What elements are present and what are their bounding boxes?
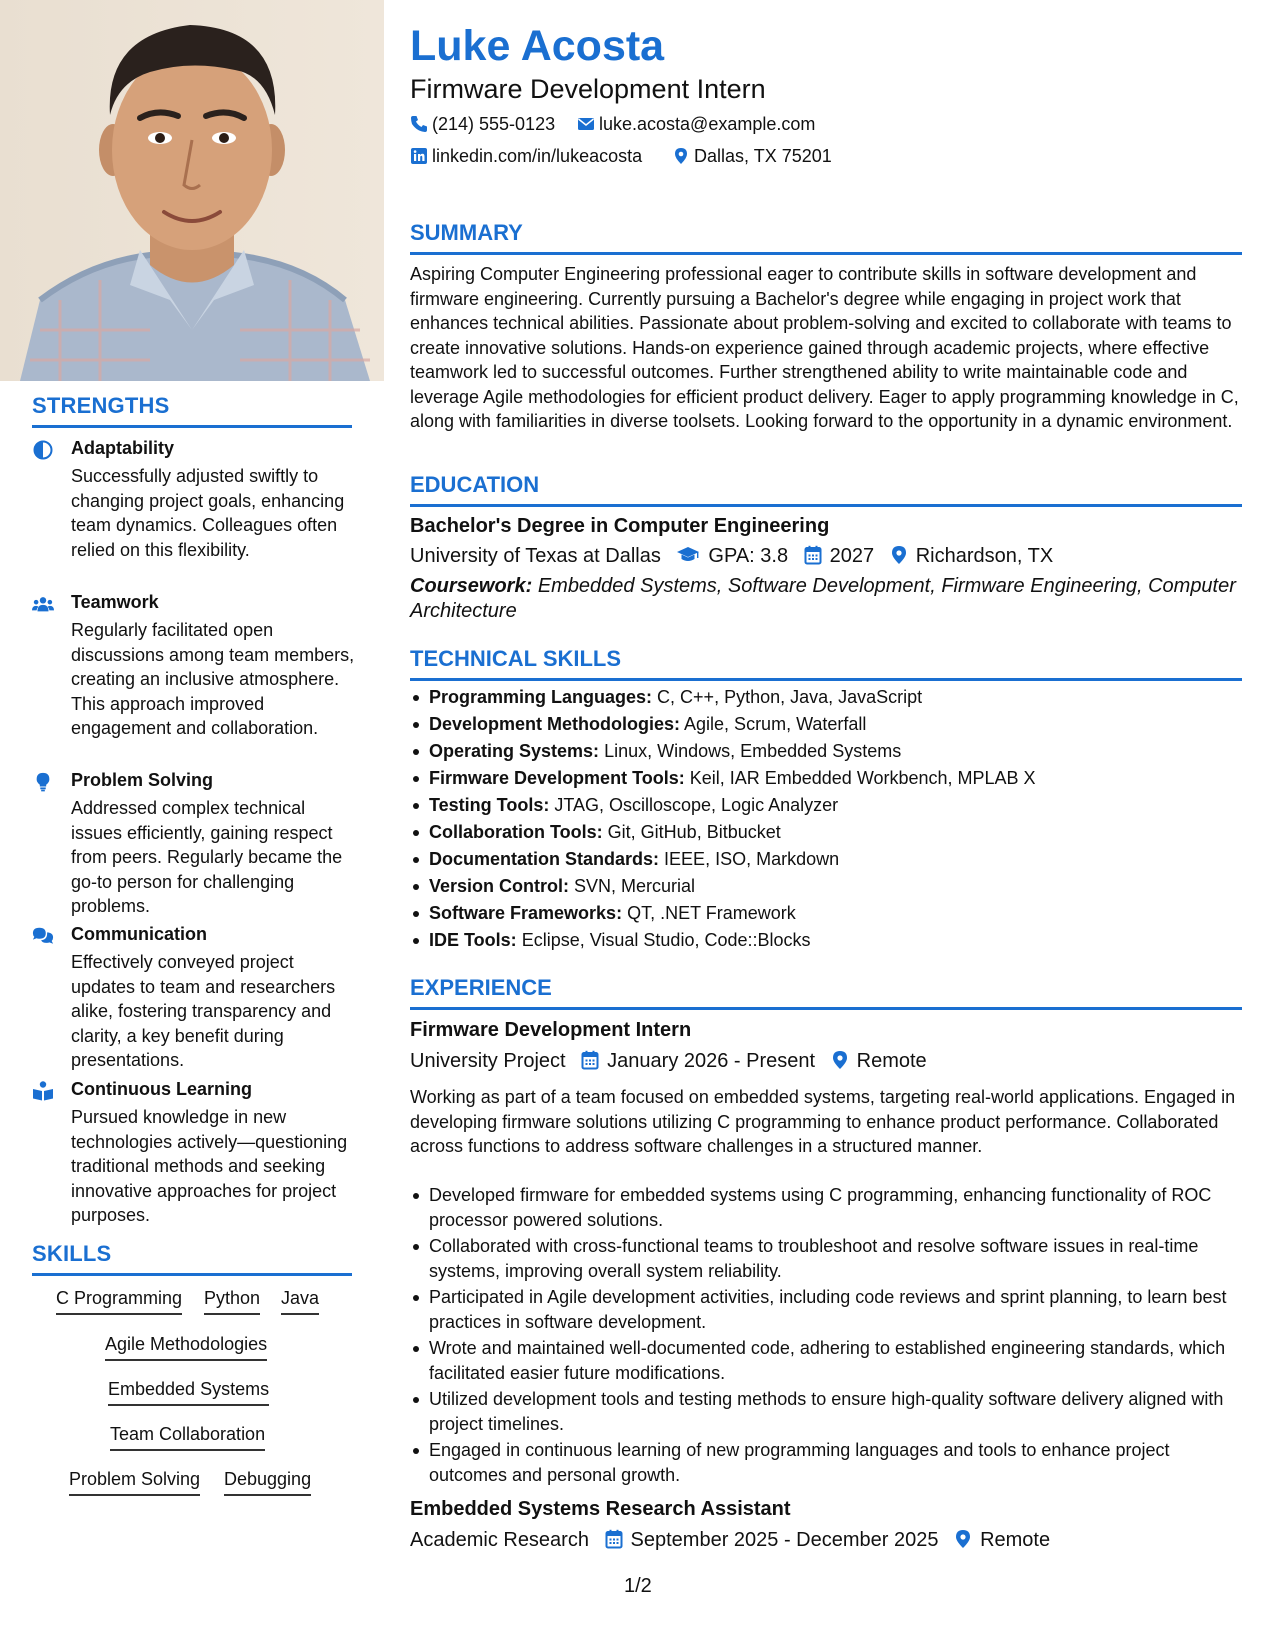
job-organization: Academic Research: [410, 1529, 589, 1551]
strength-description: Addressed complex technical issues efficiently, gaining respect from peers. Regularly became the go-to person for challenging problems.: [71, 798, 343, 916]
list-item: Engaged in continuous learning of new programming languages and tools to enhance project outcomes and personal growth.: [410, 1438, 1242, 1487]
strength-description: Regularly facilitated open discussions among team members, creating an inclusive atmosphere. This approach improved engagement and collaboration.: [71, 620, 355, 738]
coursework-list: Embedded Systems, Software Development, Firmware Engineering, Computer Architecture: [410, 575, 1236, 622]
job-dates: September 2025 - December 2025: [630, 1529, 939, 1551]
job-dates: January 2026 - Present: [607, 1050, 816, 1072]
strengths-heading: STRENGTHS: [32, 393, 352, 428]
job-location: Remote: [856, 1050, 927, 1072]
graduation-year: 2027: [829, 545, 875, 567]
strength-item: [32, 438, 362, 578]
candidate-name: Luke Acosta: [410, 22, 665, 70]
phone-icon: [410, 115, 428, 133]
job-organization: University Project: [410, 1050, 566, 1072]
list-item: [410, 793, 1242, 820]
skill-tag: Embedded Systems: [108, 1379, 269, 1406]
strength-item: [32, 770, 362, 916]
job-title: Embedded Systems Research Assistant: [410, 1498, 791, 1520]
phone-text: (214) 555-0123: [432, 114, 556, 134]
summary-heading: SUMMARY: [410, 220, 1242, 255]
skill-tag: Java: [281, 1288, 319, 1315]
strength-item: [32, 924, 362, 1070]
skill-category: Operating Systems:: [429, 741, 600, 761]
skill-tag: Problem Solving: [69, 1469, 200, 1496]
skill-tag: Team Collaboration: [110, 1424, 265, 1451]
skill-tag: Agile Methodologies: [105, 1334, 267, 1361]
skill-values: SVN, Mercurial: [574, 876, 696, 896]
email-contact[interactable]: [577, 114, 815, 135]
skill-category: Firmware Development Tools:: [429, 768, 685, 788]
job-summary: Working as part of a team focused on embedded systems, targeting real-world applications. Engaged in developing firmware solutions utilizing C programming to enhance product performance. Collaborated across functions to address software challenges in a structured manner.: [410, 1087, 1236, 1156]
job-bullets: [410, 1183, 1242, 1489]
coursework: [410, 574, 1242, 623]
strength-name: Continuous Learning: [71, 1079, 252, 1099]
list-item: Utilized development tools and testing methods to ensure high-quality software delivery aligned with project timelines.: [410, 1387, 1242, 1436]
skill-category: Software Frameworks:: [429, 903, 623, 923]
skill-category: Development Methodologies:: [429, 714, 681, 734]
skill-category: Programming Languages:: [429, 687, 653, 707]
degree-title: Bachelor's Degree in Computer Engineering: [410, 515, 830, 537]
chat-icon: [32, 926, 54, 946]
experience-heading: EXPERIENCE: [410, 975, 1242, 1010]
list-item: [410, 901, 1242, 928]
strength-name: Communication: [71, 924, 208, 944]
list-item: Wrote and maintained well-documented code, adhering to established engineering standards, which facilitated easier future modifications.: [410, 1336, 1242, 1385]
users-icon: [32, 594, 54, 614]
school-location: Richardson, TX: [915, 545, 1054, 567]
map-pin-icon: [954, 1529, 972, 1549]
strength-name: Adaptability: [71, 438, 175, 458]
envelope-icon: [577, 115, 595, 133]
left-column: [0, 0, 384, 1650]
linkedin-text: linkedin.com/in/lukeacosta: [432, 146, 643, 166]
calendar-icon: [804, 545, 822, 565]
skill-category: Documentation Standards:: [429, 849, 660, 869]
linkedin-contact[interactable]: [410, 146, 642, 167]
summary-text: Aspiring Computer Engineering professional eager to contribute skills in software development and firmware engineering. Currently pursuing a Bachelor's degree while engaging in project work that enhances technical abilities. Passionate about problem-solving and excited to collaborate with teams to create innovative solutions. Hands-on experience gained through academic projects, where effective teamwork led to successful outcomes. Further strengthened ability to write maintainable code and leverage Agile methodologies for efficient product delivery. Eager to apply programming knowledge in C, along with familiarities in diverse toolsets. Looking forward to the opportunity in a dynamic environment.: [410, 264, 1239, 431]
skill-values: Eclipse, Visual Studio, Code::Blocks: [521, 930, 811, 950]
skill-values: Keil, IAR Embedded Workbench, MPLAB X: [689, 768, 1036, 788]
list-item: Collaborated with cross-functional teams to troubleshoot and resolve software issues in real-time systems, improving overall system reliability.: [410, 1234, 1242, 1283]
list-item: Participated in Agile development activities, including code reviews and sprint planning, to learn best practices in software development.: [410, 1285, 1242, 1334]
location-text: Dallas, TX 75201: [694, 146, 832, 166]
map-pin-icon: [672, 147, 690, 165]
skill-category: Testing Tools:: [429, 795, 550, 815]
skill-category: Collaboration Tools:: [429, 822, 603, 842]
skill-tag: C Programming: [56, 1288, 182, 1315]
school-name: University of Texas at Dallas: [410, 545, 661, 567]
job-meta: [410, 1529, 1050, 1552]
list-item: [410, 739, 1242, 766]
list-item: [410, 874, 1242, 901]
map-pin-icon: [890, 545, 908, 565]
skill-values: QT, .NET Framework: [627, 903, 796, 923]
email-text: luke.acosta@example.com: [599, 114, 816, 134]
strength-name: Problem Solving: [71, 770, 214, 790]
skill-values: Agile, Scrum, Waterfall: [684, 714, 867, 734]
skill-values: JTAG, Oscilloscope, Logic Analyzer: [554, 795, 839, 815]
job-title: Firmware Development Intern: [410, 1019, 692, 1041]
list-item: [410, 820, 1242, 847]
list-item: [410, 847, 1242, 874]
strength-description: Successfully adjusted swiftly to changing project goals, enhancing team dynamics. Colleagues often relied on this flexibility.: [71, 466, 345, 560]
lightbulb-icon: [32, 772, 54, 792]
list-item: [410, 928, 1242, 955]
coursework-label: Coursework:: [410, 575, 533, 597]
strength-description: Effectively conveyed project updates to team and researchers alike, fostering transparency and clarity, a key benefit during presentations.: [71, 952, 336, 1070]
skills-heading: SKILLS: [32, 1241, 352, 1276]
education-heading: EDUCATION: [410, 472, 1242, 507]
map-pin-icon: [831, 1050, 849, 1070]
skill-values: C, C++, Python, Java, JavaScript: [657, 687, 923, 707]
profile-photo: [0, 0, 384, 381]
calendar-icon: [581, 1050, 599, 1070]
skill-values: Linux, Windows, Embedded Systems: [604, 741, 902, 761]
skill-tag: Python: [204, 1288, 260, 1315]
book-reader-icon: [32, 1081, 54, 1101]
candidate-title: Firmware Development Intern: [410, 74, 766, 104]
skill-values: IEEE, ISO, Markdown: [664, 849, 840, 869]
gpa-text: GPA: 3.8: [708, 545, 789, 567]
technical-skills-heading: TECHNICAL SKILLS: [410, 646, 1242, 681]
job-location: Remote: [980, 1529, 1051, 1551]
skill-category: Version Control:: [429, 876, 570, 896]
strength-name: Teamwork: [71, 592, 159, 612]
skill-tag: Debugging: [224, 1469, 311, 1496]
skill-values: Git, GitHub, Bitbucket: [607, 822, 781, 842]
graduation-cap-icon: [676, 545, 700, 565]
linkedin-icon: [410, 147, 428, 165]
education-meta: [410, 545, 1053, 568]
list-item: [410, 685, 1242, 712]
list-item: [410, 766, 1242, 793]
location-contact: [672, 146, 832, 167]
calendar-icon: [605, 1529, 623, 1549]
phone-contact[interactable]: [410, 114, 555, 135]
job-meta: [410, 1050, 927, 1073]
strength-description: Pursued knowledge in new technologies actively—questioning traditional methods and seeking innovative approaches for project purposes.: [71, 1107, 348, 1225]
strength-item: [32, 592, 362, 752]
half-circle-icon: [32, 440, 54, 460]
strength-item: [32, 1079, 362, 1225]
technical-skills-list: [410, 685, 1242, 955]
page-number: 1/2: [624, 1575, 652, 1597]
list-item: [410, 712, 1242, 739]
list-item: Developed firmware for embedded systems using C programming, enhancing functionality of ROC processor powered solutions.: [410, 1183, 1242, 1232]
skill-category: IDE Tools:: [429, 930, 517, 950]
